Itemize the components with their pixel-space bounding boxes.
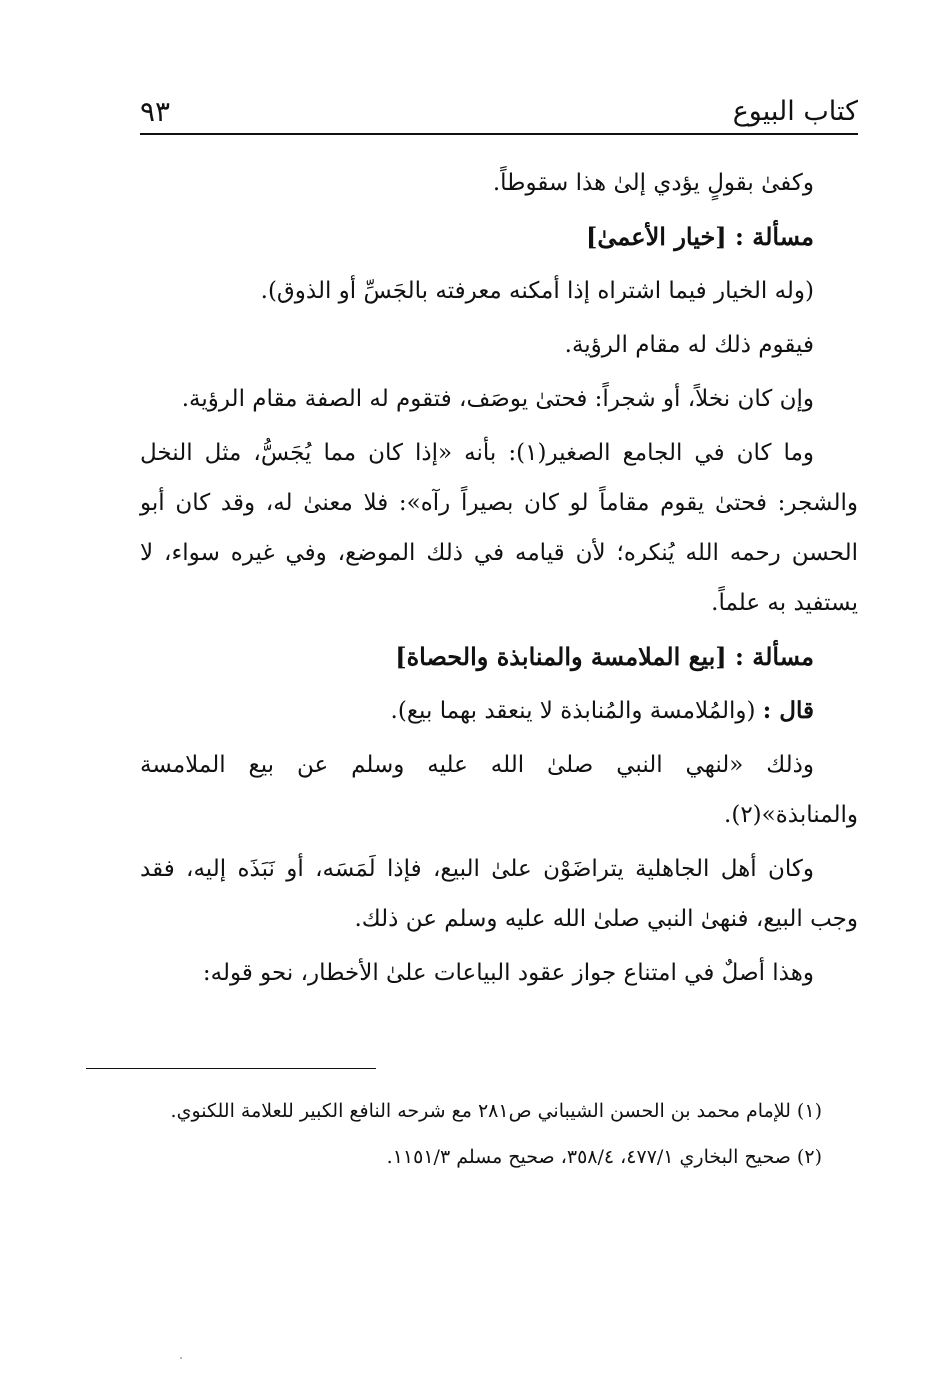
page-number: ٩٣ <box>140 95 171 128</box>
footnote-1: (١) للإمام محمد بن الحسن الشيباني ص٢٨١ مع شرحه النافع الكبير للعلامة اللكنوي. <box>170 1100 822 1122</box>
paragraph-8: وكان أهل الجاهلية يتراضَوْن علىٰ البيع، فإذا لَمَسَه، أو نَبَذَه إليه، فقد وجب البيع، فنهىٰ النبي صلىٰ الله عليه وسلم عن ذلك. <box>140 856 858 932</box>
heading-label: مسألة : <box>735 642 814 671</box>
paragraph-2: (وله الخيار فيما اشتراه إذا أمكنه معرفته بالجَسِّ أو الذوق). <box>260 278 814 304</box>
scan-speck <box>180 1357 182 1359</box>
footnote-separator <box>86 1068 376 1069</box>
paragraph-5: وما كان في الجامع الصغير(١): بأنه «إذا كان مما يُجَسُّ، مثل النخل والشجر: فحتىٰ يقوم مقاماً لو كان بصيراً رآه»: فلا معنىٰ له، وقد كان أبو الحسن رحمه الله يُنكره؛ لأن قيامه في ذلك الموضع، وفي غيره سواء، لا يستفيد به علماً. <box>140 440 858 616</box>
paragraph-7: وذلك «لنهي النبي صلىٰ الله عليه وسلم عن بيع الملامسة والمنابذة»(٢). <box>140 752 858 828</box>
qala-text: (والمُلامسة والمُنابذة لا ينعقد بهما بيع). <box>390 698 756 724</box>
section-heading-mulamasa <box>140 632 858 682</box>
footnote-2: (٢) صحيح البخاري ٤٧٧/١، ٣٥٨/٤، صحيح مسلم ١١٥١/٣. <box>386 1146 822 1168</box>
header-rule <box>140 133 858 135</box>
heading-title: [خيار الأعمىٰ] <box>586 222 727 251</box>
paragraph-1: وكفىٰ بقولٍ يؤدي إلىٰ هذا سقوطاً. <box>492 170 814 196</box>
qala-label: قال : <box>762 697 814 724</box>
section-heading-blind-option <box>140 212 858 262</box>
paragraph-9: وهذا أصلٌ في امتناع جواز عقود البياعات علىٰ الأخطار، نحو قوله: <box>202 960 814 986</box>
paragraph-3: فيقوم ذلك له مقام الرؤية. <box>564 332 814 358</box>
running-header <box>140 92 858 136</box>
heading-label: مسألة : <box>735 222 814 251</box>
paragraph-4: وإن كان نخلاً، أو شجراً: فحتىٰ يوصَف، فتقوم له الصفة مقام الرؤية. <box>181 386 814 412</box>
footnotes <box>140 1090 858 1182</box>
main-text <box>140 158 858 1002</box>
heading-title: [بيع الملامسة والمنابذة والحصاة] <box>395 642 727 671</box>
running-title: كتاب البيوع <box>732 96 858 127</box>
paragraph-6 <box>140 686 858 736</box>
